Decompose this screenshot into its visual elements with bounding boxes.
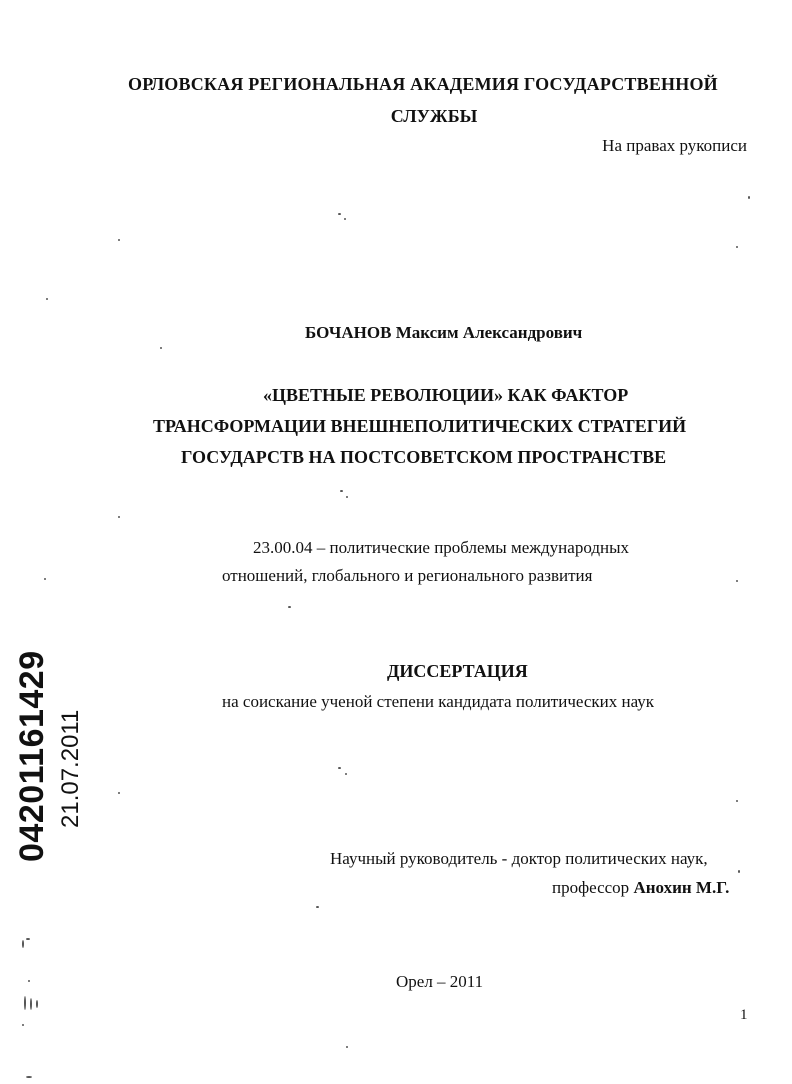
scan-speck xyxy=(36,1000,38,1008)
scan-speck xyxy=(340,490,343,492)
specialty-line-1: 23.00.04 – политические проблемы международных xyxy=(253,538,630,557)
scan-speck xyxy=(118,516,120,518)
scan-speck xyxy=(30,998,32,1010)
scan-speck xyxy=(44,578,46,580)
degree-statement: на соискание ученой степени кандидата политических наук xyxy=(222,692,655,711)
scan-speck xyxy=(46,298,48,300)
page-number: 1 xyxy=(740,1007,748,1023)
title-line-3: ГОСУДАРСТВ НА ПОСТСОВЕТСКОМ ПРОСТРАНСТВЕ xyxy=(181,447,667,467)
scan-speck xyxy=(344,218,346,220)
supervisor-name: Анохин М.Г. xyxy=(633,878,730,897)
scan-speck xyxy=(118,239,120,241)
scan-speck xyxy=(22,1024,24,1026)
scan-speck xyxy=(346,1046,348,1048)
supervisor-title: профессор xyxy=(552,878,630,897)
scan-speck xyxy=(316,906,319,908)
scan-speck xyxy=(338,767,341,769)
scan-speck xyxy=(26,938,30,940)
library-stamp-code: 04201161429 xyxy=(13,650,51,862)
supervisor-line-1: Научный руководитель - доктор политических наук, xyxy=(330,849,708,868)
title-line-1: «ЦВЕТНЫЕ РЕВОЛЮЦИИ» КАК ФАКТОР xyxy=(263,385,629,405)
author-name: БОЧАНОВ Максим Александрович xyxy=(305,323,583,342)
scan-speck xyxy=(26,1076,32,1078)
scan-speck xyxy=(748,196,750,199)
library-stamp-date: 21.07.2011 xyxy=(57,709,84,828)
scan-speck xyxy=(738,870,740,873)
scan-speck xyxy=(736,246,738,248)
scan-speck xyxy=(22,940,24,948)
scan-speck xyxy=(28,980,30,982)
scan-speck xyxy=(736,800,738,802)
document-type: ДИССЕРТАЦИЯ xyxy=(387,661,528,681)
scan-speck xyxy=(24,996,26,1010)
specialty-line-2: отношений, глобального и регионального развития xyxy=(222,566,593,585)
scan-speck xyxy=(118,792,120,794)
institution-line-2: СЛУЖБЫ xyxy=(390,106,478,126)
institution-line-1: ОРЛОВСКАЯ РЕГИОНАЛЬНАЯ АКАДЕМИЯ ГОСУДАРСТВЕННОЙ xyxy=(128,74,718,94)
supervisor-line-2 xyxy=(552,878,729,898)
city-year: Орел – 2011 xyxy=(396,972,484,991)
scan-speck xyxy=(346,496,348,498)
scan-speck xyxy=(160,347,162,349)
scan-speck xyxy=(345,773,347,775)
title-line-2: ТРАНСФОРМАЦИИ ВНЕШНЕПОЛИТИЧЕСКИХ СТРАТЕГИЙ xyxy=(153,416,687,436)
scan-speck xyxy=(288,606,291,608)
manuscript-note: На правах рукописи xyxy=(602,136,747,155)
scan-speck xyxy=(338,213,341,215)
scan-speck xyxy=(736,580,738,582)
